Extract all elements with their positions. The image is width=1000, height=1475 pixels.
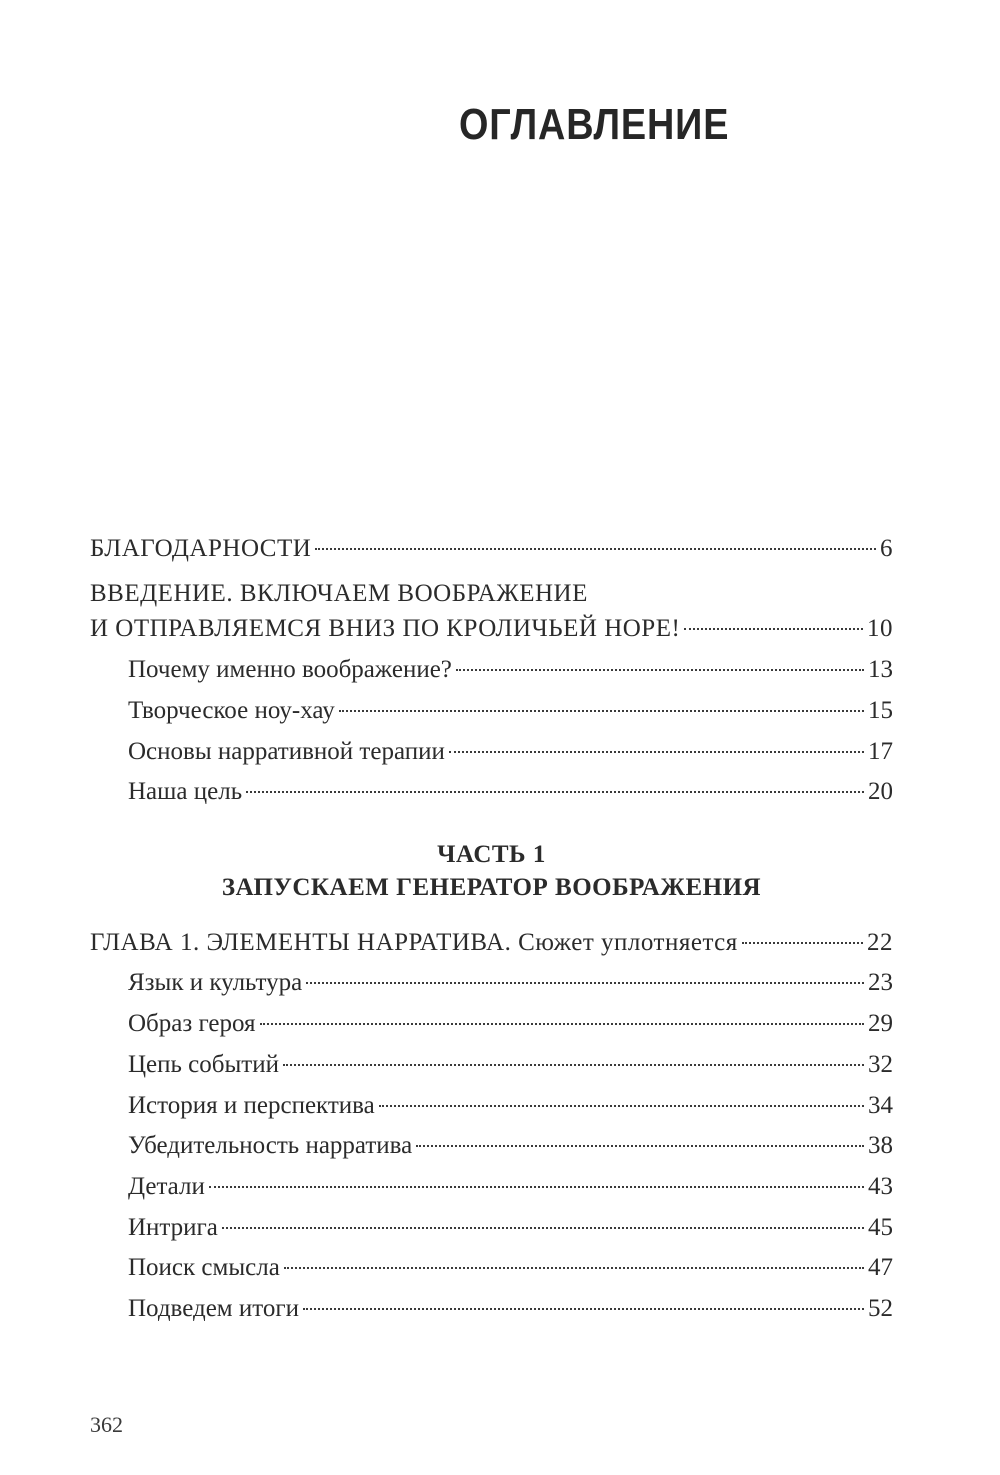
- toc-entry-label: И ОТПРАВЛЯЕМСЯ ВНИЗ ПО КРОЛИЧЬЕЙ НОРЕ!: [90, 615, 681, 642]
- toc-entry-page: 22: [867, 929, 893, 956]
- leader-dots: [260, 1023, 864, 1025]
- toc-entry-label: Подведем итоги: [128, 1295, 299, 1322]
- leader-dots: [283, 1064, 864, 1066]
- toc-entry-label: Цепь событий: [128, 1051, 279, 1078]
- leader-dots: [222, 1227, 864, 1229]
- toc-entry-page: 23: [868, 969, 893, 996]
- toc-entry-page: 17: [868, 738, 893, 765]
- toc-entry-label: Почему именно воображение?: [128, 656, 452, 683]
- toc-entry-label: Поиск смысла: [128, 1254, 280, 1281]
- part-heading: ЧАСТЬ 1: [437, 841, 546, 868]
- toc-entry-label: Язык и культура: [128, 969, 303, 996]
- toc-subentry[interactable]: [128, 1009, 893, 1039]
- toc-entry-page: 29: [868, 1010, 893, 1037]
- toc-entry-page: 45: [868, 1214, 893, 1241]
- toc-subentry[interactable]: [128, 1253, 893, 1283]
- toc-entry-page: 52: [868, 1295, 893, 1322]
- leader-dots: [456, 669, 864, 671]
- toc-entry-page: 38: [868, 1132, 893, 1159]
- toc-entry-label: Интрига: [128, 1214, 218, 1241]
- toc-entry-intro-line1[interactable]: ВВЕДЕНИЕ. ВКЛЮЧАЕМ ВООБРАЖЕНИЕ: [90, 580, 588, 607]
- toc-subentry[interactable]: [128, 1172, 893, 1202]
- toc-entry-acknowledgements[interactable]: [90, 534, 893, 564]
- toc-entry-intro[interactable]: [90, 614, 893, 644]
- toc-subentry[interactable]: [128, 1131, 893, 1161]
- toc-entry-page: 13: [868, 656, 893, 683]
- toc-entry-page: 47: [868, 1254, 893, 1281]
- part-subheading: ЗАПУСКАЕМ ГЕНЕРАТОР ВООБРАЖЕНИЯ: [221, 874, 762, 901]
- toc-entry-label: Основы нарративной терапии: [128, 738, 445, 765]
- toc-subentry[interactable]: [128, 968, 893, 998]
- toc-entry-label: Творческое ноу-хау: [128, 697, 335, 724]
- toc-entry-label: Детали: [128, 1173, 205, 1200]
- leader-dots: [246, 791, 864, 793]
- toc-entry-page: 10: [867, 615, 893, 642]
- toc-entry-page: 6: [880, 535, 893, 562]
- leader-dots: [684, 628, 863, 630]
- toc-entry-page: 34: [868, 1092, 893, 1119]
- toc-entry-page: 15: [868, 697, 893, 724]
- toc-subentry[interactable]: [128, 696, 893, 726]
- leader-dots: [742, 942, 863, 944]
- page-number: 362: [90, 1412, 123, 1437]
- leader-dots: [209, 1186, 864, 1188]
- leader-dots: [284, 1267, 864, 1269]
- leader-dots: [303, 1308, 864, 1310]
- toc-subentry[interactable]: [128, 1213, 893, 1243]
- toc-entry-label: Убедительность нарратива: [128, 1132, 413, 1159]
- toc-entry-label: История и перспектива: [128, 1092, 375, 1119]
- leader-dots: [315, 548, 876, 550]
- toc-entry-label: ГЛАВА 1. ЭЛЕМЕНТЫ НАРРАТИВА. Сюжет уплотняется: [90, 929, 738, 956]
- toc-entry-label: Наша цель: [128, 778, 243, 805]
- toc-entry-label: Образ героя: [128, 1010, 256, 1037]
- toc-entry-chapter-1[interactable]: [90, 928, 893, 958]
- toc-subentry[interactable]: [128, 1091, 893, 1121]
- leader-dots: [339, 710, 864, 712]
- toc-entry-page: 32: [868, 1051, 893, 1078]
- leader-dots: [379, 1105, 864, 1107]
- leader-dots: [306, 982, 864, 984]
- toc-subentry[interactable]: [128, 1050, 893, 1080]
- page-title: ОГЛАВЛЕНИЕ: [458, 100, 730, 149]
- toc-subentry[interactable]: [128, 737, 893, 767]
- toc-subentry[interactable]: [128, 777, 893, 807]
- toc-subentry[interactable]: [128, 1294, 893, 1324]
- toc-entry-label: БЛАГОДАРНОСТИ: [90, 535, 312, 562]
- toc-entry-page: 20: [868, 778, 893, 805]
- toc-entry-page: 43: [868, 1173, 893, 1200]
- leader-dots: [449, 751, 864, 753]
- toc-subentry[interactable]: [128, 655, 893, 685]
- leader-dots: [416, 1145, 864, 1147]
